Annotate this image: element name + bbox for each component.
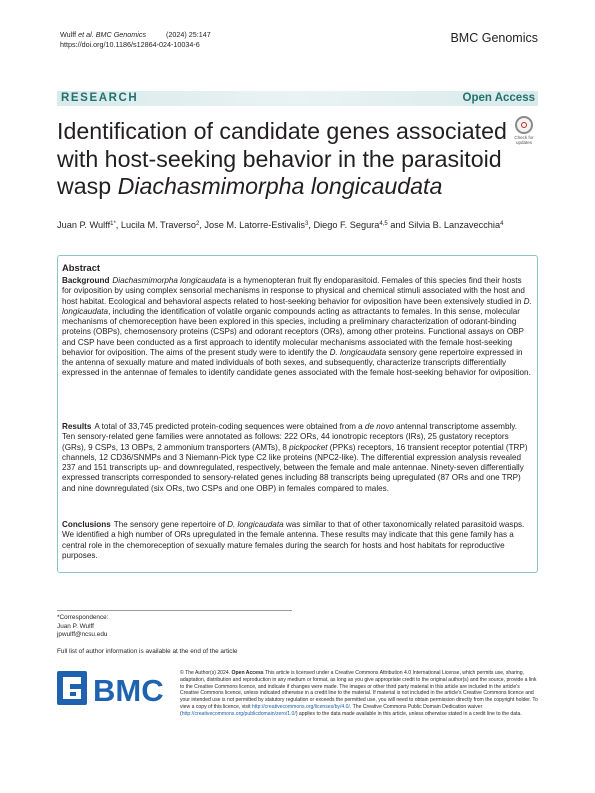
license-link[interactable]: http://creativecommons.org/publicdomain/zero/1.0/ <box>181 710 296 717</box>
abstract-background <box>62 276 532 379</box>
license-text <box>180 670 538 718</box>
conclusions-text: The sensory gene repertoire of <box>113 520 228 529</box>
results-italic: de novo <box>364 422 394 431</box>
abstract-results <box>62 422 532 494</box>
background-label: Background <box>62 276 110 285</box>
title-species-name: Diachasmimorpha longicaudata <box>117 173 443 199</box>
full-author-info-note: Full list of author information is available at the end of the article <box>57 648 238 655</box>
correspondence-email[interactable]: jpwulff@ncsu.edu <box>57 631 108 638</box>
correspondence-block <box>57 614 109 640</box>
background-text: sensory gene repertoire expressed in the antenna of sexually mature and mated individuals of both sexes, and subsequently, characterize transcripts differentially expressed in the antennae of females to identify candidate genes associated with the female host-seeking behavior for oviposition. <box>62 347 531 378</box>
species-name: D. longicaudata <box>62 296 532 316</box>
article-title <box>57 118 507 201</box>
conclusions-text: was similar to that of other taxonomically related parasitoid wasps. We identified a high number of ORs upregulated in the female antenna. These results may indicate that this gene family has a central role in the chemoreception of sexually mature females during the search for hosts and host habitats for reproductive purposes. <box>62 520 525 560</box>
check-for-updates-line-1: Check for <box>514 135 534 140</box>
citation-year-volume: (2024) 25:147 <box>166 30 211 39</box>
author-separator: , <box>199 220 205 230</box>
abstract-conclusions <box>62 520 532 561</box>
author-name[interactable]: Jose M. Latorre-Estivalis <box>204 220 306 230</box>
article-type-banner <box>57 91 538 106</box>
results-label: Results <box>62 422 92 431</box>
article-type-label: RESEARCH <box>61 92 139 104</box>
license-body: ) applies to the data made available in this article, unless otherwise stated in a credit line to the data. <box>295 710 522 717</box>
species-name: Diachasmimorpha longicaudata <box>112 276 227 285</box>
correspondence-label: *Correspondence: <box>57 614 109 621</box>
author-affiliation-marker: 4,5 <box>379 221 388 227</box>
license-body: This article is licensed under a Creative Commons Attribution 4.0 International License, which permits use, sharing, adaptation, distribution and reproduction in any medium or format, as long as you give appropriate credit to the original author(s) and the source, provide a link to the Creative Commons licence, and indicate if changes were made. The images or other third party material in this article are included in the article's Creative Commons licence, unless indicated otherwise in a credit line to the material. If material is not included in the article's Creative Commons licence and your intended use is not permitted by statutory regulation or exceeds the permitted use, you will need to obtain permission directly from the copyright holder. To view a copy of this licence, visit <box>180 670 538 710</box>
author-list <box>57 220 503 230</box>
doi-link[interactable]: https://doi.org/10.1186/s12864-024-10034-6 <box>60 39 200 49</box>
check-for-updates-badge[interactable] <box>510 116 538 148</box>
author-name[interactable]: Lucila M. Traverso <box>120 220 196 230</box>
background-text: , including the identification of volatile organic compounds acting as attractants to females. In this sense, molecular mechanisms of chemoreception have been explored in this species, including a preliminary characterization of odorant-binding proteins (OBPs), chemosensory proteins (CSPs) and odorant receptors (ORs), among other proteins. Functional assays on OBP and CSP have been conducted as a first approach to identify molecular mechanisms associated with the female host-seeking behavior for oviposition. The aims of the present study were to identify the <box>62 306 524 357</box>
citation-authors: Wulff <box>60 30 77 39</box>
author-name[interactable]: Diego F. Segura <box>313 220 380 230</box>
species-name: D. longicaudata <box>227 520 284 529</box>
author-affiliation-marker: 1* <box>110 221 116 227</box>
journal-name: BMC Genomics <box>450 31 538 45</box>
footnote-divider <box>57 610 292 611</box>
check-for-updates-label <box>510 135 538 145</box>
results-text: (PPKs) receptors, 16 transient receptor potential (TRP) channels, 12 CD36/SNMPs and 3 Niemann-Pick type C2 like proteins (NPC2-like). The differential expression analysis revealed 237 and 151 transcripts up- and downregulated, respectively, between the female and male antennae. Ninety-seven differentially expressed transcripts corresponded to sensory-related genes including 88 transcripts being upregulated (87 ORs and one TRP) and nine downregulated (six ORs, two CSPs and one OBP) in females compared to males. <box>62 442 528 493</box>
background-text: is a hymenopteran fruit fly endoparasitoid. Females of this species find their hosts for oviposition by using complex sensorial mechanisms in response to physical and chemical stimuli associated with the host and host habitat. Ecological and behavioral aspects related to host-seeking behavior for oviposition have been extensively studied in <box>62 276 525 306</box>
citation-journal: BMC Genomics <box>95 30 147 39</box>
license-link[interactable]: http://creativecommons.org/licenses/by/4.0/ <box>251 703 350 710</box>
author-affiliation-marker: 2 <box>195 221 200 227</box>
title-line-2: with host-seeking behavior in the parasitoid <box>57 145 502 172</box>
citation-line <box>60 30 211 40</box>
author-name[interactable]: Juan P. Wulff <box>57 220 111 230</box>
results-italic: pickpocket <box>289 442 328 452</box>
title-line-3 <box>57 173 507 201</box>
author-separator: and <box>387 220 409 230</box>
title-line-1: Identification of candidate genes associated <box>57 118 507 144</box>
bmc-logo <box>57 667 172 709</box>
bmc-logo-mark <box>57 671 87 705</box>
conclusions-label: Conclusions <box>62 520 111 529</box>
results-text: antennal transcriptome assembly. Ten sensory-related gene families were annotated as follows: 222 ORs, 44 ionotropic receptors (IRs), 25 gustatory receptors (GRs), 9 CSPs, 13 OBPs, 2 ammonium transporters (AMTs), 8 <box>62 422 517 452</box>
title-line-3-plain: wasp <box>57 173 118 199</box>
author-affiliation-marker: 3 <box>305 221 309 227</box>
license-open-access: Open Access <box>231 670 264 676</box>
check-for-updates-line-2: updates <box>515 140 532 145</box>
check-for-updates-icon <box>515 116 533 134</box>
correspondence-name: Juan P. Wulff <box>57 622 94 630</box>
license-body: . The Creative Commons Public Domain Dedication waiver ( <box>180 703 483 717</box>
copyright-notice: © The Author(s) 2024. <box>180 670 231 676</box>
author-name[interactable]: Silvia B. Lanzavecchia <box>408 220 501 230</box>
abstract-heading: Abstract <box>62 262 101 273</box>
author-separator: , <box>115 220 121 230</box>
author-separator: , <box>308 220 314 230</box>
results-text: A total of 33,745 predicted protein-coding sequences were obtained from a <box>94 422 365 431</box>
citation-etal: et al. <box>78 30 94 39</box>
bmc-logo-text: BMC <box>93 673 164 708</box>
open-access-label: Open Access <box>462 92 535 104</box>
species-name: D. longicaudata <box>329 347 387 357</box>
citation-block <box>60 30 211 49</box>
author-affiliation-marker: 4 <box>500 221 504 227</box>
